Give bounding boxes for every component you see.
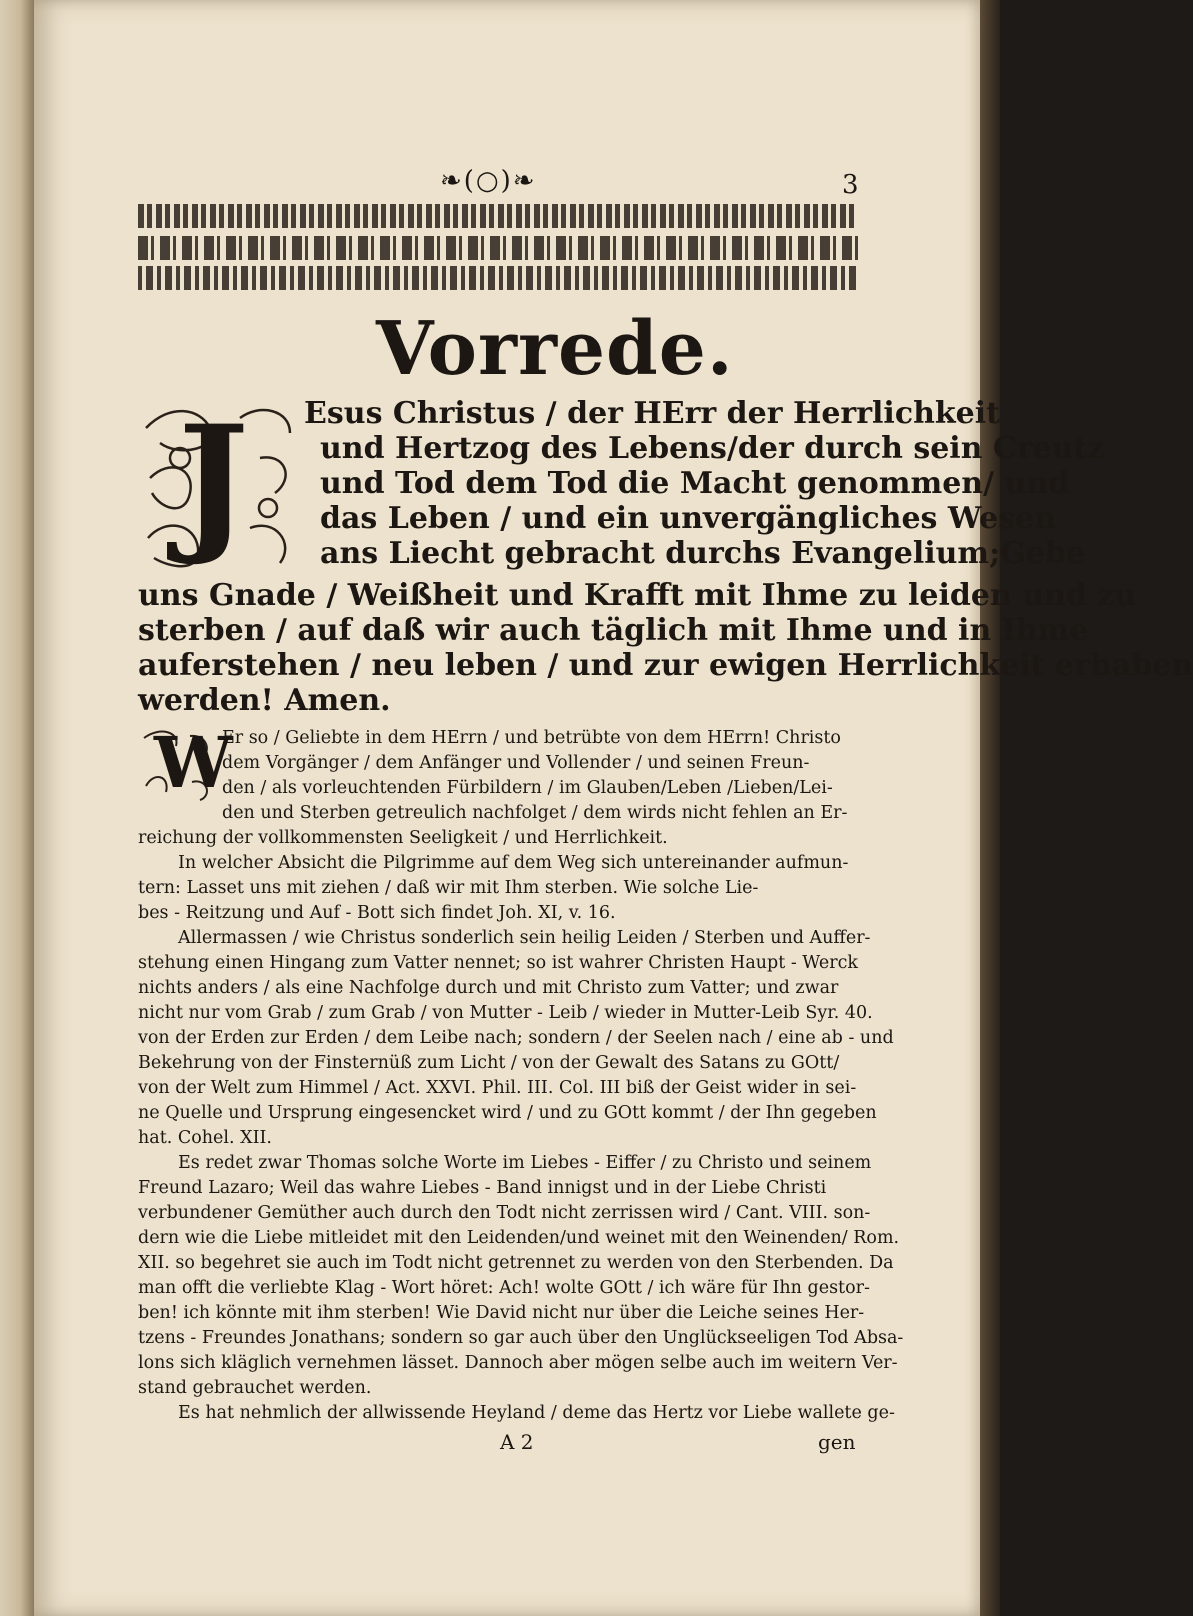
body-line: man offt die verliebte Klag - Wort höret: Ach! wolte GOtt / ich wäre für Ihn gestor- — [138, 1278, 870, 1298]
body-line: bes - Reitzung und Auf - Bott sich findet Joh. XI, v. 16. — [138, 903, 616, 923]
intro-line: auferstehen / neu leben / und zur ewigen Herrlichkeit erhaben — [138, 648, 1193, 683]
body-line: tern: Lasset uns mit ziehen / daß wir mit Ihm sterben. Wie solche Lie- — [138, 878, 759, 898]
page-number: 3 — [842, 170, 859, 200]
page-title: Vorrede. — [376, 306, 734, 392]
body-line: tzens - Freundes Jonathans; sondern so gar auch über den Unglückseeligen Tod Absa- — [138, 1328, 904, 1348]
initial-letter-j: J — [178, 393, 249, 569]
body-line: In welcher Absicht die Pilgrimme auf dem Weg sich untereinander aufmun- — [178, 853, 849, 873]
body-line: Freund Lazaro; Weil das wahre Liebes - Band innigst und in der Liebe Christi — [138, 1178, 827, 1198]
intro-line: sterben / auf daß wir auch täglich mit Ihme und in Ihme — [138, 613, 1089, 648]
initial-letter-w: W — [154, 721, 233, 804]
intro-line: das Leben / und ein unvergängliches Wesen — [320, 501, 1056, 536]
intro-line: und Hertzog des Lebens/der durch sein Creutz — [320, 431, 1105, 466]
intro-line: werden! Amen. — [138, 683, 391, 718]
body-line: lons sich kläglich vernehmen lässet. Dannoch aber mögen selbe auch im weitern Ver- — [138, 1353, 898, 1373]
body-line: Es hat nehmlich der allwissende Heyland / deme das Hertz vor Liebe wallete ge- — [178, 1403, 895, 1423]
body-line: nicht nur vom Grab / zum Grab / von Mutter - Leib / wieder in Mutter-Leib Syr. 40. — [138, 1003, 873, 1023]
ornamental-border-bottom — [138, 266, 858, 290]
body-line: Er so / Geliebte in dem HErrn / und betrübte von dem HErrn! Christo — [222, 728, 841, 748]
catchword: gen — [818, 1430, 856, 1454]
body-line: Es redet zwar Thomas solche Worte im Liebes - Eiffer / zu Christo und seinem — [178, 1153, 872, 1173]
body-line: ben! ich könnte mit ihm sterben! Wie David nicht nur über die Leiche seines Her- — [138, 1303, 865, 1323]
body-line: ne Quelle und Ursprung eingesencket wird / und zu GOtt kommt / der Ihn gegeben — [138, 1103, 877, 1123]
ornamental-border-middle — [138, 236, 858, 260]
body-line: stehung einen Hingang zum Vatter nennet; so ist wahrer Christen Haupt - Werck — [138, 953, 858, 973]
intro-line: uns Gnade / Weißheit und Krafft mit Ihme zu leiden und zu — [138, 578, 1137, 613]
body-line: XII. so begehret sie auch im Todt nicht getrennet zu werden von den Sterbenden. Da — [138, 1253, 894, 1273]
body-line: Bekehrung von der Finsternüß zum Licht / von der Gewalt des Satans zu GOtt/ — [138, 1053, 840, 1073]
body-line: nichts anders / als eine Nachfolge durch und mit Christo zum Vatter; und zwar — [138, 978, 839, 998]
body-line: reichung der vollkommensten Seeligkeit / und Herrlichkeit. — [138, 828, 668, 848]
book-spine-edge — [980, 0, 1000, 1616]
body-line: verbundener Gemüther auch durch den Todt nicht zerrissen wird / Cant. VIII. son- — [138, 1203, 871, 1223]
intro-line: ans Liecht gebracht durchs Evangelium;Gebe — [320, 536, 1086, 571]
body-line: stand gebrauchet werden. — [138, 1378, 372, 1398]
signature-mark: A 2 — [500, 1430, 534, 1454]
body-line: den / als vorleuchtenden Fürbildern / im Glauben/Leben /Lieben/Lei- — [222, 778, 833, 798]
intro-line: Esus Christus / der HErr der Herrlichkeit — [304, 396, 1001, 431]
ornamental-border-top — [138, 204, 858, 228]
body-line: dem Vorgänger / dem Anfänger und Vollender / und seinen Freun- — [222, 753, 810, 773]
decorated-initial-small — [140, 721, 233, 804]
body-line: von der Erden zur Erden / dem Leibe nach; sondern / der Seelen nach / eine ab - und — [138, 1028, 894, 1048]
intro-line: und Tod dem Tod die Macht genommen/ und — [320, 466, 1070, 501]
body-line: den und Sterben getreulich nachfolget / dem wirds nicht fehlen an Er- — [222, 803, 848, 823]
body-line: hat. Cohel. XII. — [138, 1128, 272, 1148]
page-left-edge — [0, 0, 34, 1616]
body-line: Allermassen / wie Christus sonderlich sein heilig Leiden / Sterben und Auffer- — [178, 928, 871, 948]
decorated-initial — [140, 393, 300, 576]
body-line: dern wie die Liebe mitleidet mit den Leidenden/und weinet mit den Weinenden/ Rom. — [138, 1228, 900, 1248]
header-ornament: ❧(○)❧ — [440, 166, 537, 196]
body-line: von der Welt zum Himmel / Act. XXVI. Phil. III. Col. III biß der Geist wider in sei- — [138, 1078, 857, 1098]
